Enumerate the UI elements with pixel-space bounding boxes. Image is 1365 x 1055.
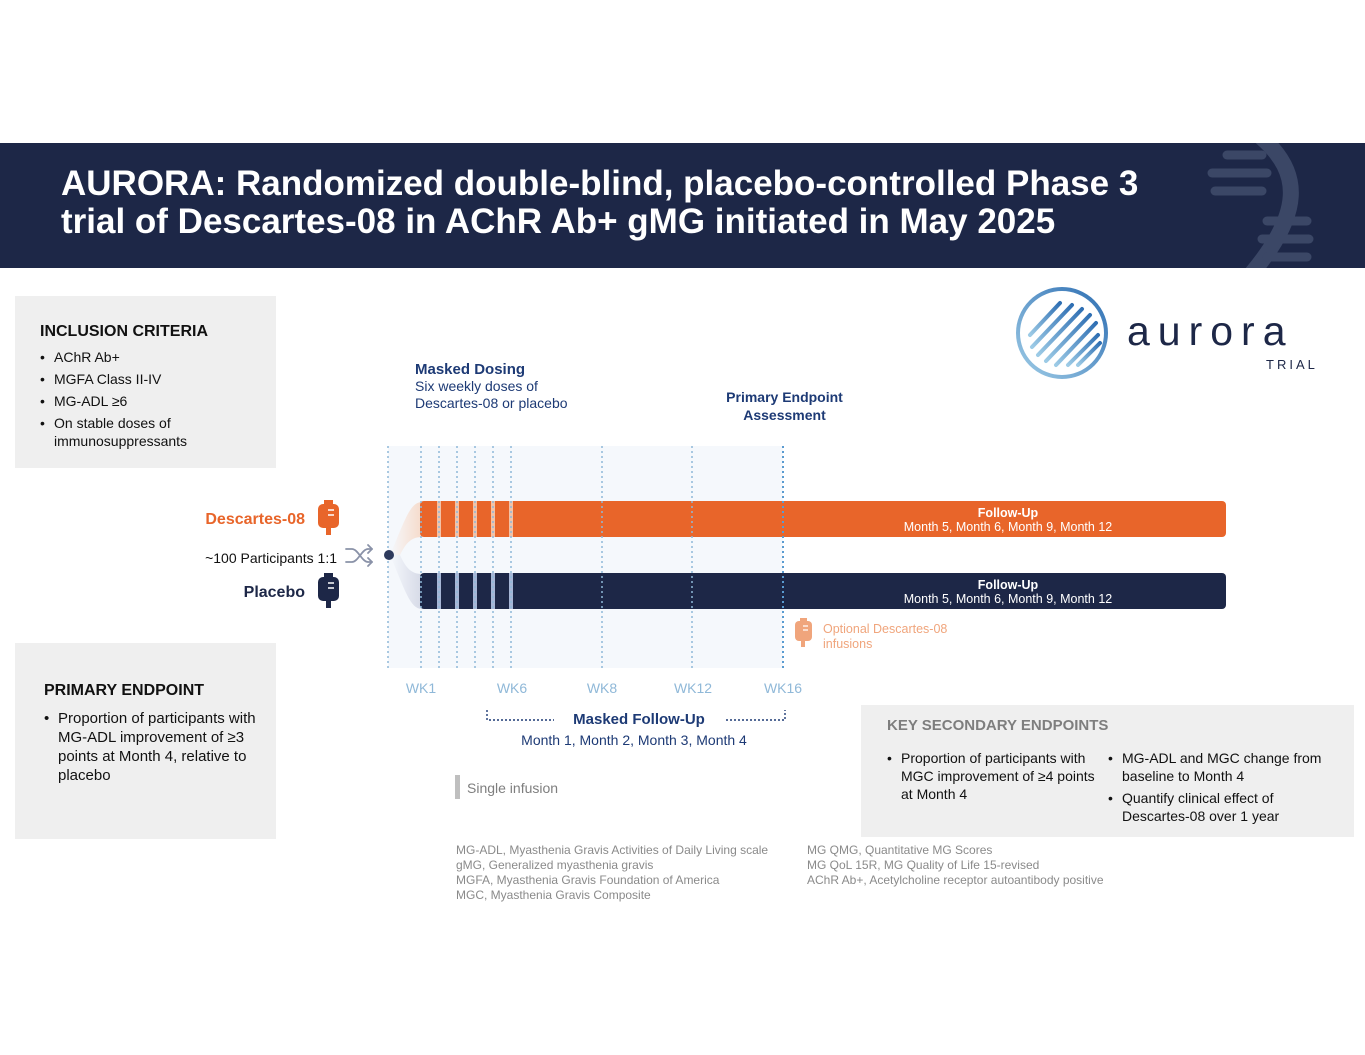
abbreviation-item: MG QMG, Quantitative MG Scores — [807, 843, 993, 857]
abbreviations-col-2 — [807, 843, 1137, 888]
descartes-followup-text — [823, 506, 1193, 534]
inclusion-title: INCLUSION CRITERIA — [40, 323, 208, 340]
masked-followup-months: Month 1, Month 2, Month 3, Month 4 — [521, 732, 747, 748]
abbreviation-item: AChR Ab+, Acetylcholine receptor autoantibody positive — [807, 873, 1104, 887]
placebo-arm-label: Placebo — [243, 584, 305, 601]
placebo-iv-bag-icon — [318, 573, 339, 608]
page-title: AURORA: Randomized double-blind, placebo-controlled Phase 3 trial of Descartes-08 in AChR Ab+ gMG initiated in May 2025 — [61, 164, 1139, 241]
week-label-wk6: WK6 — [496, 680, 528, 696]
week-label-wk8: WK8 — [586, 680, 618, 696]
list-item: • Quantify clinical effect of Descartes-08 over 1 year — [1108, 789, 1344, 825]
secondary-endpoints-title: KEY SECONDARY ENDPOINTS — [887, 717, 1109, 734]
masked-dosing-title: Masked Dosing — [415, 361, 526, 378]
list-item: • Proportion of participants with MG-ADL improvement of ≥3 points at Month 4, relative to placebo — [44, 709, 269, 785]
secondary-endpoints-box — [861, 705, 1354, 837]
masked-followup-title: Masked Follow-Up — [554, 711, 724, 728]
optional-infusions-label: Optional Descartes-08 infusions — [823, 622, 948, 651]
week-label-wk1: WK1 — [405, 680, 437, 696]
abbreviation-item: MGFA, Myasthenia Gravis Foundation of America — [456, 873, 720, 887]
followup-months: Month 5, Month 6, Month 9, Month 12 — [903, 520, 1113, 534]
primary-endpoint-assessment-label: Primary Endpoint Assessment — [726, 389, 843, 423]
logo-wordmark: aurora — [1127, 308, 1294, 354]
timeline-background — [388, 446, 783, 668]
randomization-dot — [384, 550, 394, 560]
list-item: • MGFA Class II-IV — [40, 370, 270, 388]
secondary-endpoints-list-1 — [887, 749, 1102, 807]
abbreviation-item: MGC, Myasthenia Gravis Composite — [456, 888, 651, 902]
list-item: • MG-ADL and MGC change from baseline to Month 4 — [1108, 749, 1344, 785]
list-item: • MG-ADL ≥6 — [40, 392, 270, 410]
abbreviations-col-1 — [456, 843, 796, 903]
optional-infusion-iv-bag-icon — [795, 618, 812, 647]
shuffle-icon — [346, 545, 372, 566]
list-item: • AChR Ab+ — [40, 348, 270, 366]
placebo-followup-text — [823, 578, 1193, 606]
week-label-wk12: WK12 — [673, 680, 713, 696]
abbreviation-item: MG-ADL, Myasthenia Gravis Activities of Daily Living scale — [456, 843, 769, 857]
secondary-endpoints-list-2 — [1108, 749, 1344, 829]
abbreviation-item: MG QoL 15R, MG Quality of Life 15-revised — [807, 858, 1040, 872]
single-infusion-legend-swatch — [455, 775, 460, 799]
single-infusion-legend-label: Single infusion — [467, 780, 559, 796]
descartes-iv-bag-icon — [318, 500, 339, 535]
week-label-wk16: WK16 — [763, 680, 803, 696]
primary-endpoint-title: PRIMARY ENDPOINT — [44, 682, 205, 699]
list-item: • Proportion of participants with MGC improvement of ≥4 points at Month 4 — [887, 749, 1102, 803]
followup-title: Follow-Up — [977, 506, 1039, 520]
list-item: • On stable doses of immunosuppressants — [40, 414, 270, 450]
descartes-arm-label: Descartes-08 — [205, 511, 305, 528]
followup-months: Month 5, Month 6, Month 9, Month 12 — [903, 592, 1113, 606]
followup-title: Follow-Up — [977, 578, 1039, 592]
abbreviation-item: gMG, Generalized myasthenia gravis — [456, 858, 654, 872]
masked-dosing-desc: Six weekly doses of Descartes-08 or placebo — [415, 378, 568, 411]
participants-label: ~100 Participants 1:1 — [205, 550, 337, 566]
logo-subtitle: TRIAL — [1266, 357, 1318, 372]
